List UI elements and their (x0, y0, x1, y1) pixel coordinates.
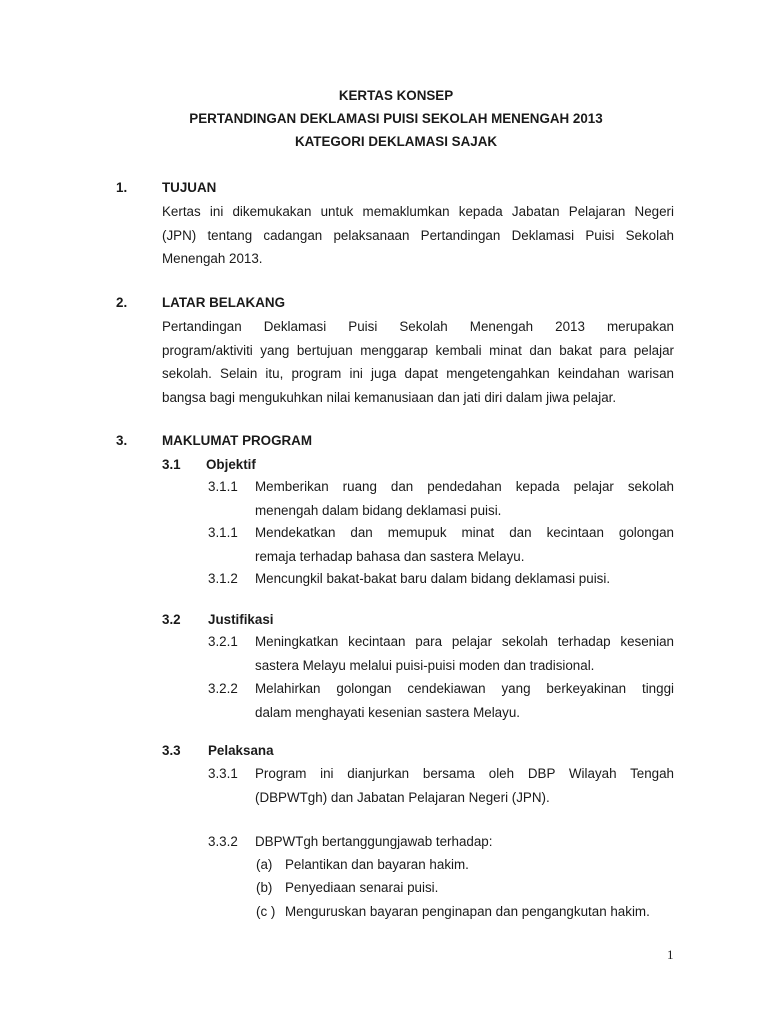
section-2-paragraph (162, 315, 674, 409)
subitem-text: Penyediaan senarai puisi. (285, 880, 439, 895)
item-number: 3.3.1 (208, 766, 238, 781)
subsection-3-2-heading: Justifikasi (208, 612, 274, 627)
subsection-3-1-number: 3.1 (162, 457, 181, 472)
section-3-heading: MAKLUMAT PROGRAM (162, 433, 313, 448)
item-line: Memberikan ruang dan pendedahan kepada pelajar sekolah (255, 479, 674, 494)
subitem-text: Pelantikan dan bayaran hakim. (285, 857, 469, 872)
subsection-3-3-heading: Pelaksana (208, 743, 274, 758)
item-line: menengah dalam bidang deklamasi puisi. (255, 502, 502, 518)
item-text (255, 677, 674, 724)
item-text: DBPWTgh bertanggungjawab terhadap: (255, 834, 493, 849)
item-text (255, 475, 674, 522)
paragraph-line: bangsa bagi mengukuhkan nilai kemanusiaan dan jati diri dalam jiwa pelajar. (162, 389, 617, 405)
item-line: dalam menghayati kesenian sastera Melayu. (255, 704, 520, 720)
document-title: KERTAS KONSEP (338, 88, 454, 103)
paragraph-line: program/aktiviti yang bertujuan menggarap kembali minat dan bakat para pelajar (162, 342, 674, 358)
item-number: 3.2.2 (208, 681, 238, 696)
page-number: 1 (667, 947, 674, 962)
paragraph-line: (JPN) tentang cadangan pelaksanaan Pertandingan Deklamasi Puisi Sekolah (162, 227, 674, 243)
subsection-3-1-heading: Objektif (206, 457, 256, 472)
item-line: Mendekatkan dan memupuk minat dan kecintaan golongan (255, 525, 674, 540)
item-text (255, 762, 674, 809)
section-1-paragraph (162, 200, 674, 271)
item-line: sastera Melayu melalui puisi-puisi moden dan tradisional. (255, 657, 595, 673)
subsection-3-2-number: 3.2 (162, 612, 181, 627)
item-line: Melahirkan golongan cendekiawan yang berkeyakinan tinggi (255, 681, 674, 696)
item-number: 3.1.1 (208, 525, 238, 540)
item-line: remaja terhadap bahasa dan sastera Melayu. (255, 548, 525, 564)
item-text (255, 521, 674, 568)
item-line: Program ini dianjurkan bersama oleh DBP Wilayah Tengah (255, 766, 674, 781)
subitem-mark: (a) (256, 857, 273, 872)
section-2-heading: LATAR BELAKANG (162, 295, 285, 310)
paragraph-line: Pertandingan Deklamasi Puisi Sekolah Menengah 2013 merupakan (162, 319, 674, 334)
subsection-3-3-number: 3.3 (162, 743, 181, 758)
item-text (255, 630, 674, 677)
item-line: Meningkatkan kecintaan para pelajar sekolah terhadap kesenian (255, 634, 674, 649)
subitem-text: Menguruskan bayaran penginapan dan pengangkutan hakim. (285, 904, 650, 919)
paragraph-line: Kertas ini dikemukakan untuk memaklumkan kepada Jabatan Pelajaran Negeri (162, 204, 674, 219)
subitem-mark: (c ) (256, 904, 276, 919)
item-line: (DBPWTgh) dan Jabatan Pelajaran Negeri (JPN). (255, 789, 550, 805)
item-number: 3.1.2 (208, 571, 238, 586)
item-number: 3.1.1 (208, 479, 238, 494)
item-text: Mencungkil bakat-bakat baru dalam bidang deklamasi puisi. (255, 571, 611, 586)
section-1-heading: TUJUAN (162, 180, 217, 195)
item-number: 3.3.2 (208, 834, 238, 849)
subitem-mark: (b) (256, 880, 273, 895)
section-3-number: 3. (116, 433, 128, 448)
paragraph-line: Menengah 2013. (162, 251, 263, 266)
document-category: KATEGORI DEKLAMASI SAJAK (294, 134, 498, 149)
document-subtitle: PERTANDINGAN DEKLAMASI PUISI SEKOLAH MENENGAH 2013 (189, 111, 603, 126)
section-2-number: 2. (116, 295, 128, 310)
item-number: 3.2.1 (208, 634, 238, 649)
paragraph-line: sekolah. Selain itu, program ini juga dapat mengetengahkan keindahan warisan (162, 366, 674, 381)
section-1-number: 1. (116, 180, 128, 195)
